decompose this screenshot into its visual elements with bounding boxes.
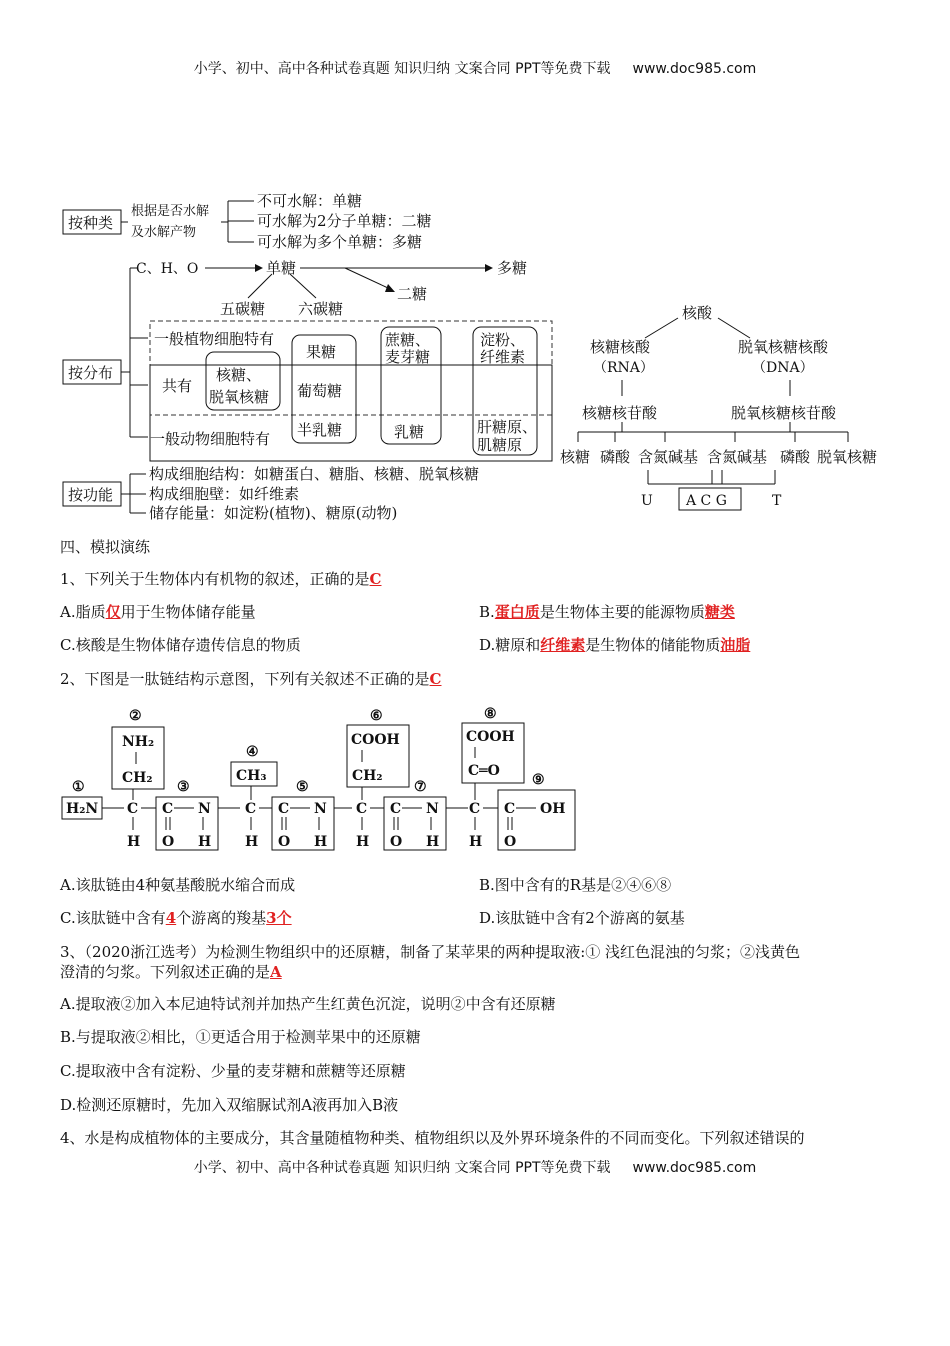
q3-option-b: B.与提取液②相比，①更适合用于检测苹果中的还原糖	[60, 1028, 421, 1046]
fructose-text: 果糖	[306, 343, 337, 361]
nucleic-acid-diagram	[555, 295, 895, 515]
func-structure: 构成细胞结构：如糖蛋白、糖脂、核糖、脱氧核糖	[149, 465, 480, 483]
poly-text: 多糖	[497, 259, 528, 277]
svg-text:C: C	[504, 801, 516, 817]
nh2-group: NH₂	[122, 734, 155, 750]
svg-text:O: O	[162, 834, 175, 850]
by-dist-label: 按分布	[68, 364, 114, 382]
q2-option-d: D.该肽链中含有2个游离的氨基	[479, 909, 685, 927]
starch-text: 淀粉、	[480, 331, 526, 349]
nucleic-root: 核酸	[682, 304, 713, 322]
q2-option-c: C.该肽链中含有4个游离的羧基3个	[60, 909, 292, 927]
q1-option-d: D.糖原和纤维素是生物体的储能物质油脂	[479, 636, 751, 654]
cooh-group-1: COOH	[351, 732, 400, 748]
svg-text:C: C	[356, 801, 368, 817]
base-u: U	[641, 493, 653, 509]
svg-text:O: O	[278, 834, 291, 850]
q2-answer: C	[429, 670, 442, 688]
phosphate-component-dna: 磷酸	[780, 448, 811, 466]
q2-stem: 2、下图是一肽链结构示意图，下列有关叙述不正确的是C	[60, 670, 442, 688]
svg-text:O: O	[504, 834, 517, 850]
basis-line2: 及水解产物	[131, 225, 197, 240]
type-mono: 不可水解：单糖	[257, 192, 363, 210]
lactose-text: 乳糖	[394, 423, 425, 441]
ch2-group-2: CH₂	[352, 768, 383, 784]
plant-label: 一般植物细胞特有	[154, 330, 275, 348]
svg-text:N: N	[314, 801, 327, 817]
maltose-text: 麦芽糖	[385, 348, 431, 366]
label-9: ⑨	[532, 772, 545, 788]
q1-option-a: A.脂质仅用于生物体储存能量	[60, 603, 256, 621]
liver-glycogen-text: 肝糖原、	[477, 418, 538, 436]
cooh-group-2: COOH	[466, 729, 515, 745]
label-5: ⑤	[296, 779, 309, 795]
svg-text:H: H	[314, 834, 328, 850]
glucose-text: 葡萄糖	[297, 382, 343, 400]
animal-label: 一般动物细胞特有	[150, 430, 271, 448]
footer-url: www.doc985.com	[632, 1160, 757, 1176]
svg-text:C: C	[162, 801, 174, 817]
label-6: ⑥	[370, 708, 383, 724]
ribonucleotide-text: 核糖核苷酸	[582, 404, 658, 422]
q3-option-d: D.检测还原糖时，先加入双缩脲试剂A液再加入B液	[60, 1096, 399, 1114]
svg-text:C: C	[469, 801, 481, 817]
q3-answer: A	[270, 963, 282, 981]
svg-text:C: C	[278, 801, 290, 817]
sugar-classification-diagram	[0, 185, 570, 530]
di-text: 二糖	[397, 285, 428, 303]
base-acg: A C G	[686, 493, 727, 509]
svg-text:C: C	[127, 801, 139, 817]
footer-text: 小学、初中、高中各种试卷真题 知识归纳 文案合同 PPT等免费下载	[193, 1160, 611, 1176]
peptide-chain-diagram	[55, 700, 585, 858]
svg-text:C: C	[245, 801, 257, 817]
label-2: ②	[129, 708, 142, 724]
svg-text:H: H	[426, 834, 440, 850]
header-text: 小学、初中、高中各种试卷真题 知识归纳 文案合同 PPT等免费下载	[193, 61, 611, 77]
ribose-component: 核糖	[560, 448, 591, 466]
svg-text:H: H	[198, 834, 212, 850]
h2n-group: H₂N	[66, 801, 99, 817]
header-url: www.doc985.com	[632, 61, 757, 77]
svg-text:N: N	[198, 801, 211, 817]
func-cellwall: 构成细胞壁：如纤维素	[149, 485, 300, 503]
q1-option-c: C.核酸是生物体储存遗传信息的物质	[60, 636, 301, 654]
q3-option-c: C.提取液中含有淀粉、少量的麦芽糖和蔗糖等还原糖	[60, 1062, 406, 1080]
base-t: T	[772, 493, 782, 509]
dna-abbr: （DNA）	[752, 360, 814, 376]
rna-abbr: （RNA）	[593, 360, 654, 376]
func-storage: 储存能量：如淀粉(植物)、糖原(动物)	[149, 504, 398, 522]
q1-stem: 1、下列关于生物体内有机物的叙述，正确的是C	[60, 570, 382, 588]
q3-stem-line1: 3、（2020浙江选考）为检测生物组织中的还原糖，制备了某苹果的两种提取液:① 浅红色混浊的匀浆；②浅黄色	[60, 943, 801, 961]
rna-text: 核糖核酸	[590, 338, 651, 356]
sucrose-text: 蔗糖、	[385, 331, 431, 349]
muscle-glycogen-text: 肌糖原	[477, 436, 523, 454]
svg-text:H: H	[469, 834, 483, 850]
svg-text:H: H	[127, 834, 141, 850]
label-8: ⑧	[484, 706, 497, 722]
base-component-dna: 含氮碱基	[707, 448, 768, 466]
type-poly: 可水解为多个单糖：多糖	[257, 233, 423, 251]
hexose-text: 六碳糖	[298, 300, 344, 318]
type-di: 可水解为2分子单糖：二糖	[257, 212, 432, 230]
svg-text:C: C	[390, 801, 402, 817]
q2-option-b: B.图中含有的R基是②④⑥⑧	[479, 876, 672, 894]
q3-stem-line2: 澄清的匀浆。下列叙述正确的是A	[60, 963, 282, 981]
label-3: ③	[177, 779, 190, 795]
common-label: 共有	[162, 377, 193, 395]
co-group: C═O	[468, 763, 500, 779]
section-title: 四、模拟演练	[60, 538, 151, 556]
ch2-group-1: CH₂	[122, 770, 153, 786]
phosphate-component: 磷酸	[600, 448, 631, 466]
q1-answer: C	[369, 570, 382, 588]
basis-line1: 根据是否水解	[131, 204, 210, 219]
deoxyribonucleotide-text: 脱氧核糖核苷酸	[731, 404, 837, 422]
by-func-label: 按功能	[68, 486, 114, 504]
pentose-text: 五碳糖	[220, 300, 266, 318]
q1-option-b: B.蛋白质是生物体主要的能源物质糖类	[479, 603, 735, 621]
mono-text: 单糖	[266, 259, 297, 277]
cho-text: C、H、O	[136, 261, 199, 277]
deoxyribose-component: 脱氧核糖	[817, 448, 878, 466]
cellulose-text: 纤维素	[480, 348, 526, 366]
q3-option-a: A.提取液②加入本尼迪特试剂并加热产生红黄色沉淀，说明②中含有还原糖	[60, 995, 556, 1013]
ribose-text: 核糖、	[216, 366, 262, 384]
label-4: ④	[246, 744, 259, 760]
galactose-text: 半乳糖	[297, 421, 343, 439]
label-7: ⑦	[414, 779, 427, 795]
q4-stem: 4、水是构成植物体的主要成分，其含量随植物种类、植物组织以及外界环境条件的不同而变化。下列叙述错误的	[60, 1129, 805, 1147]
by-type-label: 按种类	[68, 214, 114, 232]
svg-text:O: O	[390, 834, 403, 850]
q2-option-a: A.该肽链由4种氨基酸脱水缩合而成	[60, 876, 296, 894]
deoxyribose-text: 脱氧核糖	[209, 388, 270, 406]
svg-text:H: H	[356, 834, 370, 850]
svg-text:N: N	[426, 801, 439, 817]
oh-group: OH	[540, 801, 566, 817]
label-1: ①	[72, 779, 85, 795]
page-header	[0, 58, 950, 78]
svg-text:H: H	[245, 834, 259, 850]
dna-text: 脱氧核糖核酸	[738, 338, 829, 356]
base-component-rna: 含氮碱基	[638, 448, 699, 466]
page-footer	[0, 1157, 950, 1177]
ch3-group: CH₃	[236, 768, 267, 784]
